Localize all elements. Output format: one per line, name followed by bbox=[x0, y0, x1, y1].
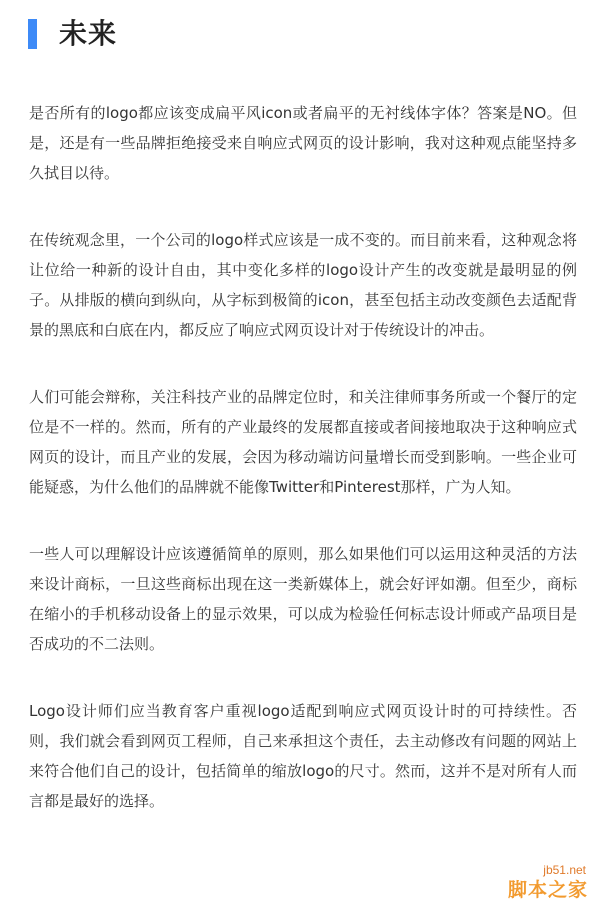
article-paragraph-3: 人们可能会辩称，关注科技产业的品牌定位时，和关注律师事务所或一个餐厅的定位是不一样的。然而，所有的产业最终的发展都直接或者间接地取决于这种响应式网页的设计，而且产业的发展，会因为移动端访问量增长而受到影响。一些企业可能疑惑，为什么他们的品牌就不能像Twitter和Pinterest那样，广为人知。 bbox=[29, 388, 577, 496]
watermark-brand-name: 脚本之家 bbox=[507, 879, 588, 901]
article-paragraph-4: 一些人可以理解设计应该遵循简单的原则，那么如果他们可以运用这种灵活的方法来设计商标，一旦这些商标出现在这一类新媒体上，就会好评如潮。但至少，商标在缩小的手机移动设备上的显示效果，可以成为检验任何标志设计师或产品项目是否成功的不二法则。 bbox=[29, 545, 577, 653]
site-watermark bbox=[464, 858, 592, 906]
section-title: 未来 bbox=[59, 17, 118, 50]
article-paragraph-1: 是否所有的logo都应该变成扁平风icon或者扁平的无衬线体字体？答案是NO。但是，还是有一些品牌拒绝接受来自响应式网页的设计影响，我对这种观点能坚持多久拭目以待。 bbox=[29, 104, 577, 182]
article-paragraph-5: Logo设计师们应当教育客户重视logo适配到响应式网页设计时的可持续性。否则，我们就会看到网页工程师，自己来承担这个责任，去主动修改有问题的网站上来符合他们自己的设计，包括简单的缩放logo的尺寸。然而，这并不是对所有人而言都是最好的选择。 bbox=[29, 702, 577, 810]
section-header bbox=[28, 14, 117, 54]
accent-bar bbox=[28, 19, 37, 49]
article-paragraph-2: 在传统观念里，一个公司的logo样式应该是一成不变的。而目前来看，这种观念将让位给一种新的设计自由，其中变化多样的logo设计产生的改变就是最明显的例子。从排版的横向到纵向，从字标到极简的icon，甚至包括主动改变颜色去适配背景的黑底和白底在内，都反应了响应式网页设计对于传统设计的冲击。 bbox=[29, 231, 577, 339]
article-body bbox=[29, 98, 577, 853]
watermark-site-url: jb51.net bbox=[543, 863, 586, 877]
